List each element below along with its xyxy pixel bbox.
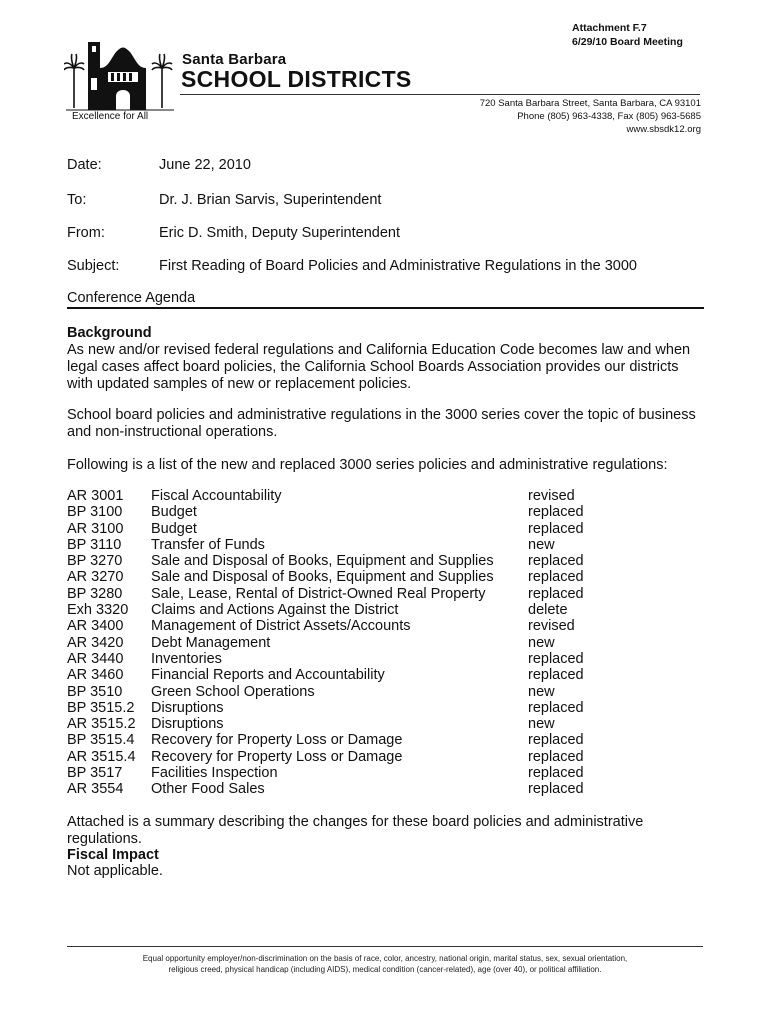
attachment-meeting: 6/29/10 Board Meeting xyxy=(572,36,683,48)
letterhead-divider xyxy=(180,94,700,95)
policy-row xyxy=(67,765,707,781)
policy-status: revised xyxy=(528,618,575,635)
policy-title: Other Food Sales xyxy=(151,781,265,798)
policy-row xyxy=(67,700,707,716)
footer-notice xyxy=(67,953,703,975)
memo-to-value: Dr. J. Brian Sarvis, Superintendent xyxy=(159,192,382,208)
policy-code: AR 3420 xyxy=(67,634,124,651)
policy-title: Budget xyxy=(151,504,197,521)
policy-status: replaced xyxy=(528,504,584,521)
memo-subject-value: First Reading of Board Policies and Administrative Regulations in the 3000 xyxy=(159,258,637,274)
district-name-line2: SCHOOL DISTRICTS xyxy=(181,66,412,92)
policy-title: Budget xyxy=(151,520,197,537)
policy-status: replaced xyxy=(528,667,584,684)
memo-date-value: June 22, 2010 xyxy=(159,157,251,173)
list-intro-paragraph: Following is a list of the new and replaced 3000 series policies and administrative regulations: xyxy=(67,457,668,473)
district-contact xyxy=(480,97,701,136)
attachment-label xyxy=(572,21,683,49)
policy-title: Facilities Inspection xyxy=(151,765,278,782)
policy-title: Sale and Disposal of Books, Equipment and Supplies xyxy=(151,569,494,586)
policy-row xyxy=(67,521,707,537)
policy-row xyxy=(67,569,707,585)
policy-code: Exh 3320 xyxy=(67,602,129,619)
policy-row xyxy=(67,488,707,504)
policy-status: new xyxy=(528,634,555,651)
district-address: 720 Santa Barbara Street, Santa Barbara, CA 93101 xyxy=(479,98,701,109)
series-paragraph: School board policies and administrative regulations in the 3000 series cover the topic of business and non-instructional operations. xyxy=(67,407,696,440)
policy-status: replaced xyxy=(528,650,584,667)
memo-from-label: From: xyxy=(67,225,105,241)
policy-row xyxy=(67,586,707,602)
policy-status: replaced xyxy=(528,520,584,537)
memo-subject-continued: Conference Agenda xyxy=(67,290,196,306)
district-tagline: Excellence for All xyxy=(72,111,149,122)
policy-title: Disruptions xyxy=(151,699,224,716)
policy-row xyxy=(67,602,707,618)
policy-row xyxy=(67,667,707,683)
policy-code: AR 3270 xyxy=(67,569,124,586)
policy-row xyxy=(67,618,707,634)
policy-row xyxy=(67,716,707,732)
memo-subject-label: Subject: xyxy=(67,258,120,274)
summary-paragraph: Attached is a summary describing the changes for these board policies and administrative regulations. xyxy=(67,814,644,847)
policy-code: AR 3400 xyxy=(67,618,124,635)
policy-row xyxy=(67,553,707,569)
district-website: www.sbsdk12.org xyxy=(626,124,701,135)
policy-code: BP 3270 xyxy=(67,553,123,570)
policy-code: AR 3554 xyxy=(67,781,124,798)
policy-status: new xyxy=(528,536,555,553)
policy-title: Transfer of Funds xyxy=(151,536,265,553)
policy-status: replaced xyxy=(528,585,584,602)
policy-title: Financial Reports and Accountability xyxy=(151,667,385,684)
policy-title: Green School Operations xyxy=(151,683,315,700)
policy-code: AR 3460 xyxy=(67,667,124,684)
background-paragraph: As new and/or revised federal regulations and California Education Code becomes law and when legal cases affect board policies, the California School Boards Association provides our districts with updated samples of new or replacement policies. xyxy=(67,342,691,392)
policy-code: BP 3110 xyxy=(67,536,122,553)
policy-code: AR 3515.4 xyxy=(67,748,136,765)
policy-title: Recovery for Property Loss or Damage xyxy=(151,732,403,749)
district-phone-fax: Phone (805) 963-4338, Fax (805) 963-5685 xyxy=(517,111,701,122)
district-logo-icon xyxy=(64,38,179,113)
policy-title: Sale, Lease, Rental of District-Owned Real Property xyxy=(151,585,486,602)
policy-code: BP 3510 xyxy=(67,683,123,700)
policy-status: replaced xyxy=(528,765,584,782)
fiscal-impact-heading: Fiscal Impact xyxy=(67,847,159,863)
fiscal-impact-text: Not applicable. xyxy=(67,863,163,879)
policy-row xyxy=(67,781,707,797)
background-heading: Background xyxy=(67,325,152,341)
policy-title: Fiscal Accountability xyxy=(151,488,282,504)
policy-title: Disruptions xyxy=(151,716,224,733)
policy-row xyxy=(67,749,707,765)
policy-status: replaced xyxy=(528,781,584,798)
policy-list xyxy=(67,488,707,798)
district-name-line1: Santa Barbara xyxy=(182,51,287,68)
policy-code: BP 3100 xyxy=(67,504,123,521)
policy-code: AR 3440 xyxy=(67,650,124,667)
policy-status: replaced xyxy=(528,748,584,765)
policy-row xyxy=(67,732,707,748)
policy-code: AR 3515.2 xyxy=(67,716,136,733)
policy-status: replaced xyxy=(528,732,584,749)
policy-status: replaced xyxy=(528,699,584,716)
footer-line-1: Equal opportunity employer/non-discrimination on the basis of race, color, ancestry, national origin, marital status, sex, sexual orientation, xyxy=(142,954,628,963)
memo-date-label: Date: xyxy=(67,157,102,173)
policy-status: replaced xyxy=(528,553,584,570)
policy-row xyxy=(67,537,707,553)
subject-divider xyxy=(67,307,704,309)
policy-row xyxy=(67,635,707,651)
policy-status: revised xyxy=(528,488,575,504)
policy-code: AR 3001 xyxy=(67,488,124,504)
policy-code: AR 3100 xyxy=(67,520,124,537)
policy-status: replaced xyxy=(528,569,584,586)
policy-row xyxy=(67,684,707,700)
policy-code: BP 3517 xyxy=(67,765,123,782)
policy-code: BP 3280 xyxy=(67,585,123,602)
policy-code: BP 3515.4 xyxy=(67,732,135,749)
policy-row xyxy=(67,504,707,520)
memo-to-label: To: xyxy=(67,192,87,208)
policy-title: Debt Management xyxy=(151,634,271,651)
policy-title: Sale and Disposal of Books, Equipment and Supplies xyxy=(151,553,494,570)
policy-status: new xyxy=(528,683,555,700)
policy-title: Management of District Assets/Accounts xyxy=(151,618,411,635)
attachment-number: Attachment F.7 xyxy=(572,22,647,34)
policy-row xyxy=(67,651,707,667)
policy-code: BP 3515.2 xyxy=(67,699,135,716)
policy-title: Inventories xyxy=(151,650,222,667)
memo-from-value: Eric D. Smith, Deputy Superintendent xyxy=(159,225,400,241)
policy-status: delete xyxy=(528,602,568,619)
policy-title: Claims and Actions Against the District xyxy=(151,602,399,619)
footer-line-2: religious creed, physical handicap (including AIDS), medical condition (cancer-related), age (over 40), or political affiliation. xyxy=(168,965,602,974)
policy-status: new xyxy=(528,716,555,733)
policy-title: Recovery for Property Loss or Damage xyxy=(151,748,403,765)
footer-divider xyxy=(67,946,703,947)
